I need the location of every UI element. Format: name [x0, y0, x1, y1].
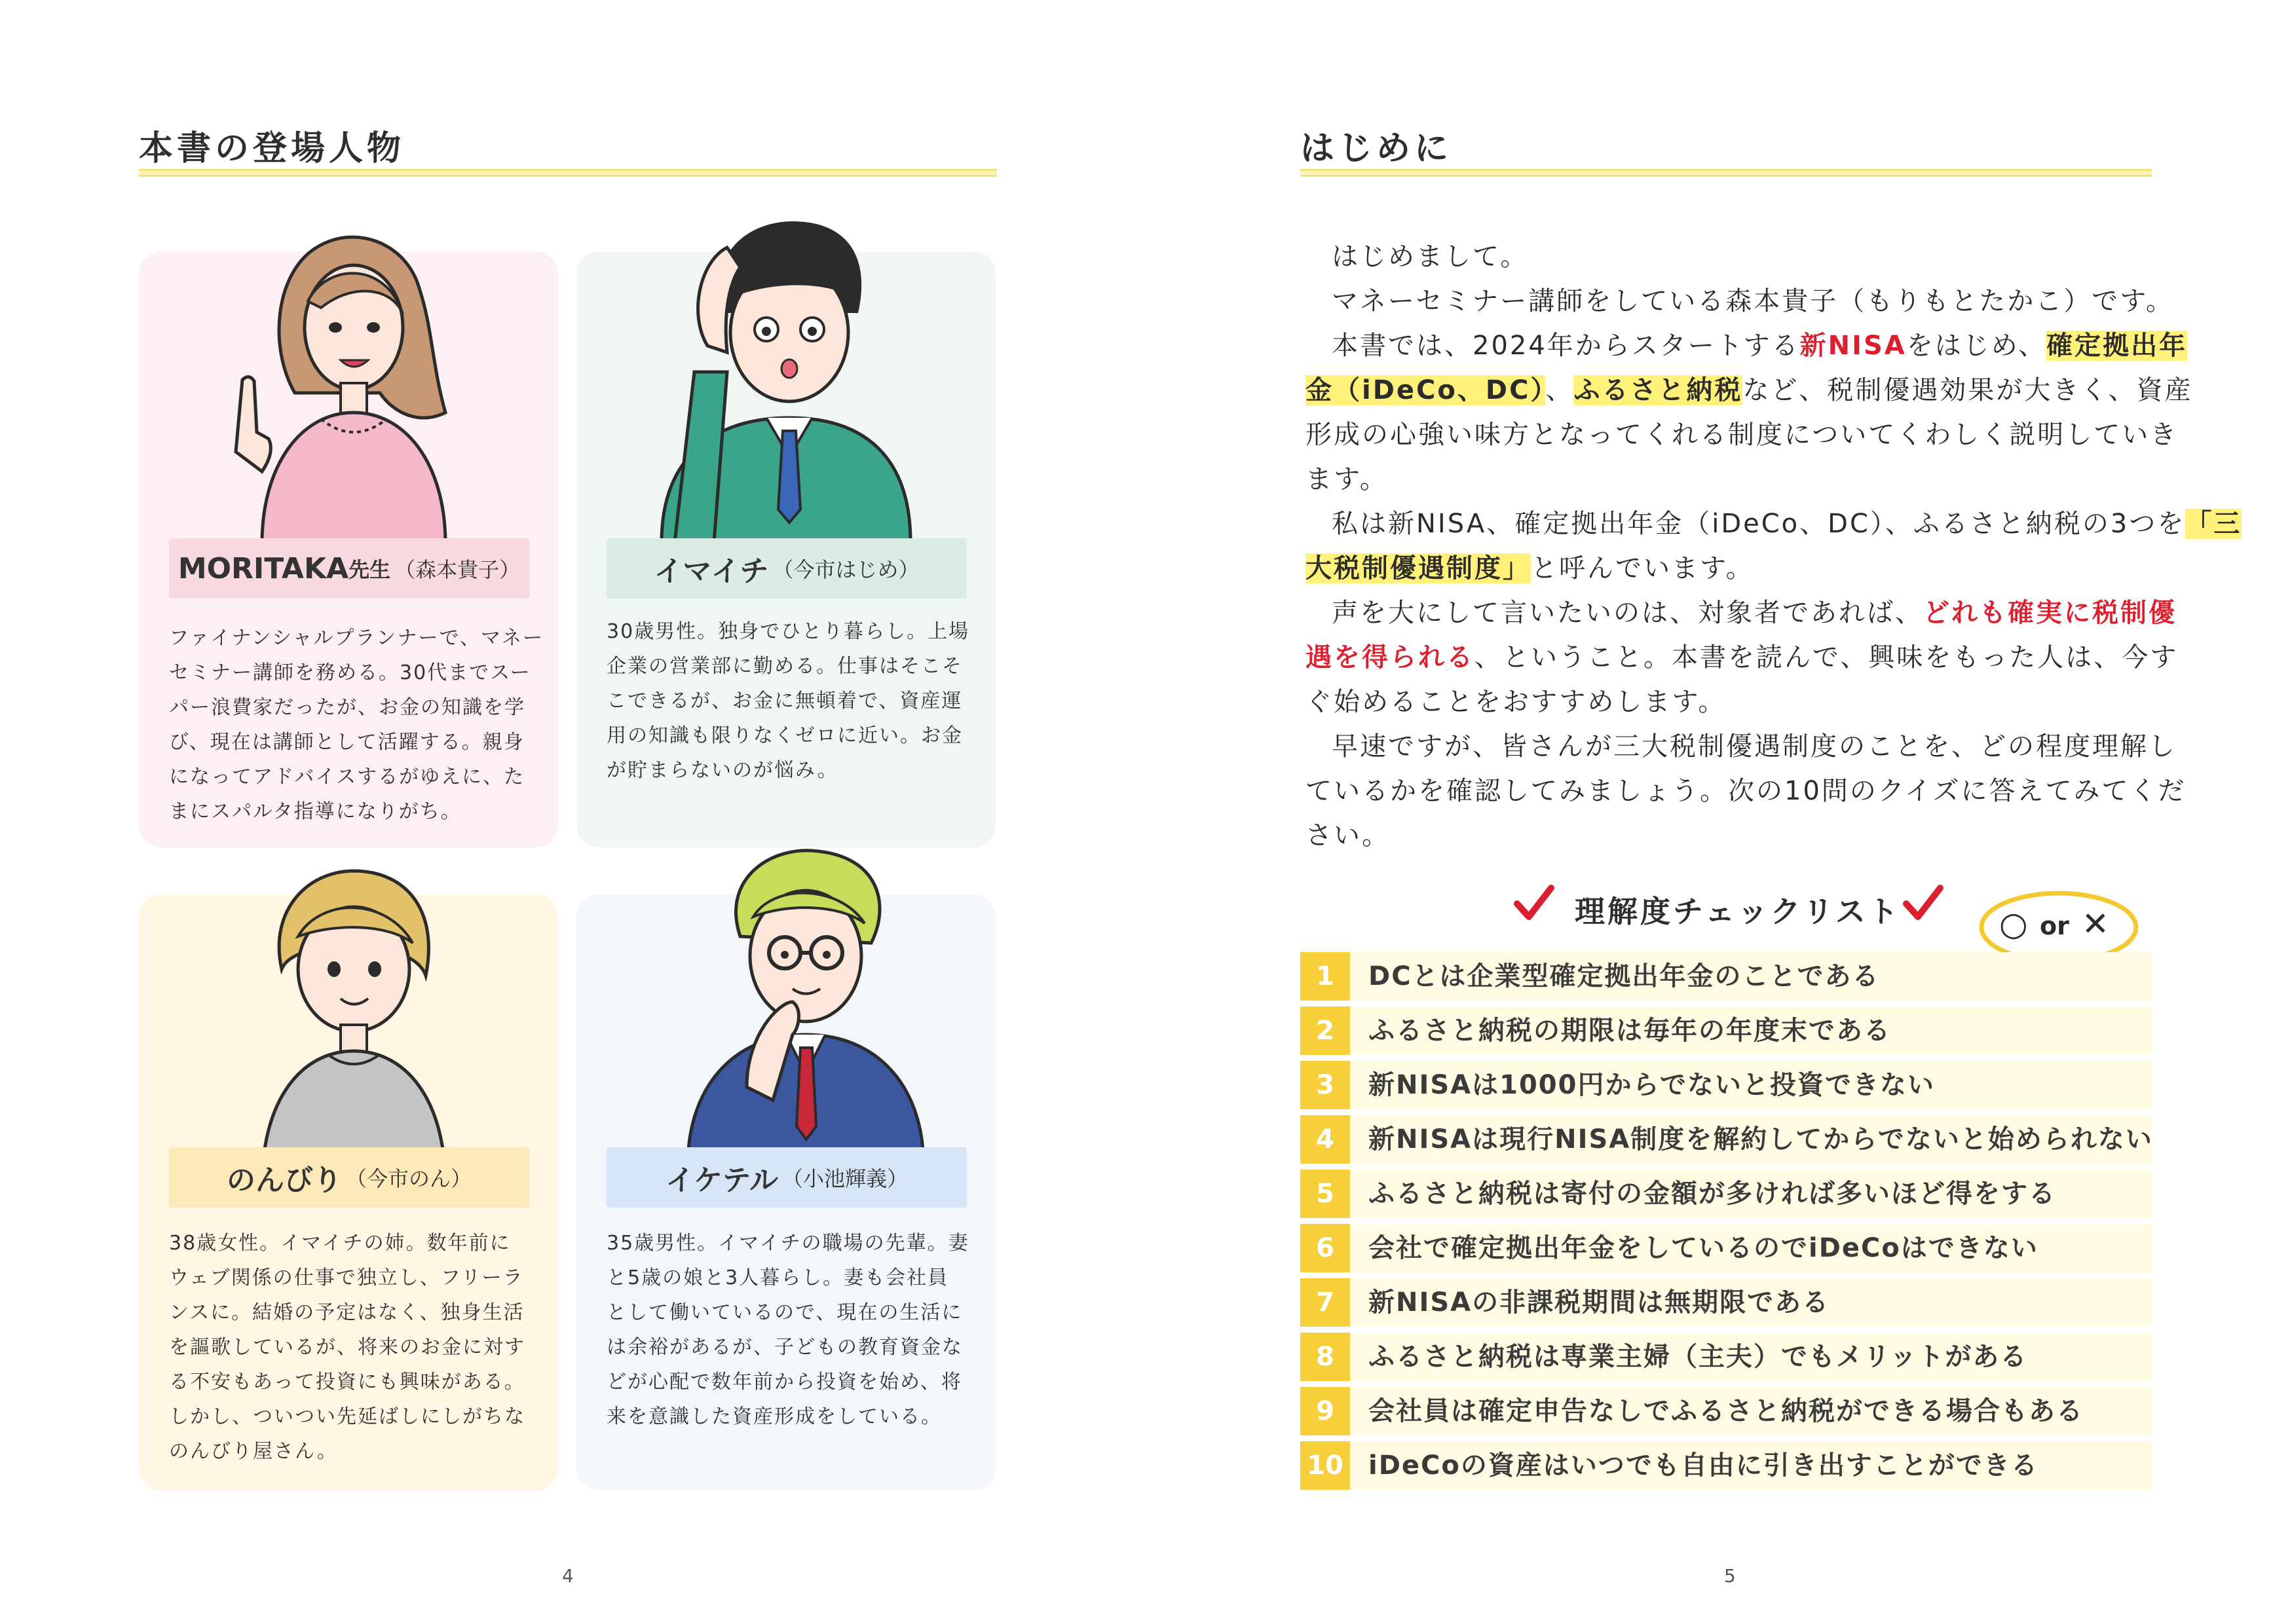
checklist-item: 4 新NISAは現行NISA制度を解約してからでないと始められない: [1300, 1115, 2152, 1164]
character-name-iketeru: [607, 1147, 967, 1208]
heading-underline: [1300, 169, 2152, 177]
checklist-item: 9 会社員は確定申告なしでふるさと納税ができる場合もある: [1300, 1387, 2152, 1435]
checklist-item: 7 新NISAの非課税期間は無期限である: [1300, 1278, 2152, 1327]
character-name-moritaka: [169, 538, 529, 599]
character-name-imaichi: [607, 538, 967, 599]
bubble-circle-mark: ○: [1999, 905, 2028, 943]
checklist-title: 理解度チェックリスト: [1575, 894, 1901, 929]
character-description: 30歳男性。独身でひとり暮らし。上場 企業の営業部に勤める。仕事はそこそ こできるが、お金に無頓着で、資産運 用の知識も限りなくゼロに近い。お金 が貯まらないのが悩み。: [607, 620, 970, 782]
character-reading: （森本貴子）: [394, 557, 521, 582]
intro-body: はじめまして。 マネーセミナー講師をしている森本貴子（もりもとたかこ）です。 本書では、2024年からスタートする新NISAをはじめ、確定拠出年 金（iDeCo、DC）、ふるさと納税など、税制優遇効果が大きく、資産 形成の心強い味方となってくれる制度についてくわしく説明していき ます。 私は新NISA、確定拠出年金（iDeCo、DC）、ふるさと納税の3つを「三 大税制優遇制度」と呼んでいます。 声を大にして言いたいのは、対象者であれば、どれも確実に税制優 遇を得られる、ということ。本書を読んで、興味をもった人は、今す ぐ始めることをおすすめします。 早速ですが、皆さんが三大税制優遇制度のことを、どの程度理解し ているかを確認してみましょう。次の10問のクイズに答えてみてくだ さい。: [1305, 242, 2242, 851]
character-reading: （今市のん）: [345, 1166, 472, 1191]
checklist-item: 5 ふるさと納税は寄付の金額が多ければ多いほど得をする: [1300, 1170, 2152, 1218]
character-reading: （今市はじめ）: [772, 557, 920, 582]
character-honorific: 先生: [348, 557, 391, 582]
imaichi-illustration: [648, 208, 924, 542]
page-number-right: 5: [1724, 1565, 1736, 1587]
page-number-left: 4: [562, 1565, 574, 1587]
character-name: イマイチ: [654, 555, 769, 588]
checkmark-icon: [1513, 884, 1555, 923]
page-title-characters: 本書の登場人物: [139, 129, 405, 168]
checklist-item: 8 ふるさと納税は専業主婦（主夫）でもメリットがある: [1300, 1333, 2152, 1381]
checkmark-icon: [1902, 884, 1944, 923]
character-description: ファイナンシャルプランナーで、マネー セミナー講師を務める。30代までスー パー浪費家だったが、お金の知識を学 び、現在は講師として活躍する。親身 になってアドバイスするがゆえに、た まにスパルタ指導になりがち。: [169, 627, 544, 823]
heading-underline: [139, 169, 997, 177]
iketeru-illustration: [681, 838, 930, 1166]
checklist-item: 6 会社で確定拠出年金をしているのでiDeCoはできない: [1300, 1224, 2152, 1272]
checklist-item: 10 iDeCoの資産はいつでも自由に引き出すことができる: [1300, 1441, 2152, 1490]
page-title-introduction: はじめに: [1300, 129, 1453, 168]
character-description: 35歳男性。イマイチの職場の先輩。妻 と5歳の娘と3人暮らし。妻も会社員 として働いているので、現在の生活に は余裕があるが、子どもの教育資金な どが心配で数年前から投資を始め、将 来を意識した資産形成をしている。: [607, 1232, 969, 1428]
character-reading: （小池輝義）: [782, 1166, 909, 1191]
character-description: 38歳女性。イマイチの姉。数年前に ウェブ関係の仕事で独立し、フリーラ ンスに。結婚の予定はなく、独身生活 を謳歌しているが、将来のお金に対す る不安もあって投資にも興味がある。 しかし、ついつい先延ばしにしがちな のんびり屋さん。: [169, 1232, 525, 1463]
moritaka-illustration: [223, 216, 485, 544]
bubble-cross-mark: ✕: [2082, 905, 2109, 943]
nonbiri-illustration: [255, 858, 452, 1185]
character-name: イケテル: [665, 1164, 779, 1197]
character-name-nonbiri: [169, 1147, 529, 1208]
bubble-or-text: or: [2040, 912, 2069, 940]
checklist-item: 2 ふるさと納税の期限は毎年の年度末である: [1300, 1006, 2152, 1055]
checklist-item: 3 新NISAは1000円からでないと投資できない: [1300, 1061, 2152, 1109]
checklist-item: 1 DCとは企業型確定拠出年金のことである: [1300, 952, 2152, 1001]
character-name: MORITAKA: [178, 551, 349, 585]
character-name: のんびり: [226, 1164, 342, 1197]
